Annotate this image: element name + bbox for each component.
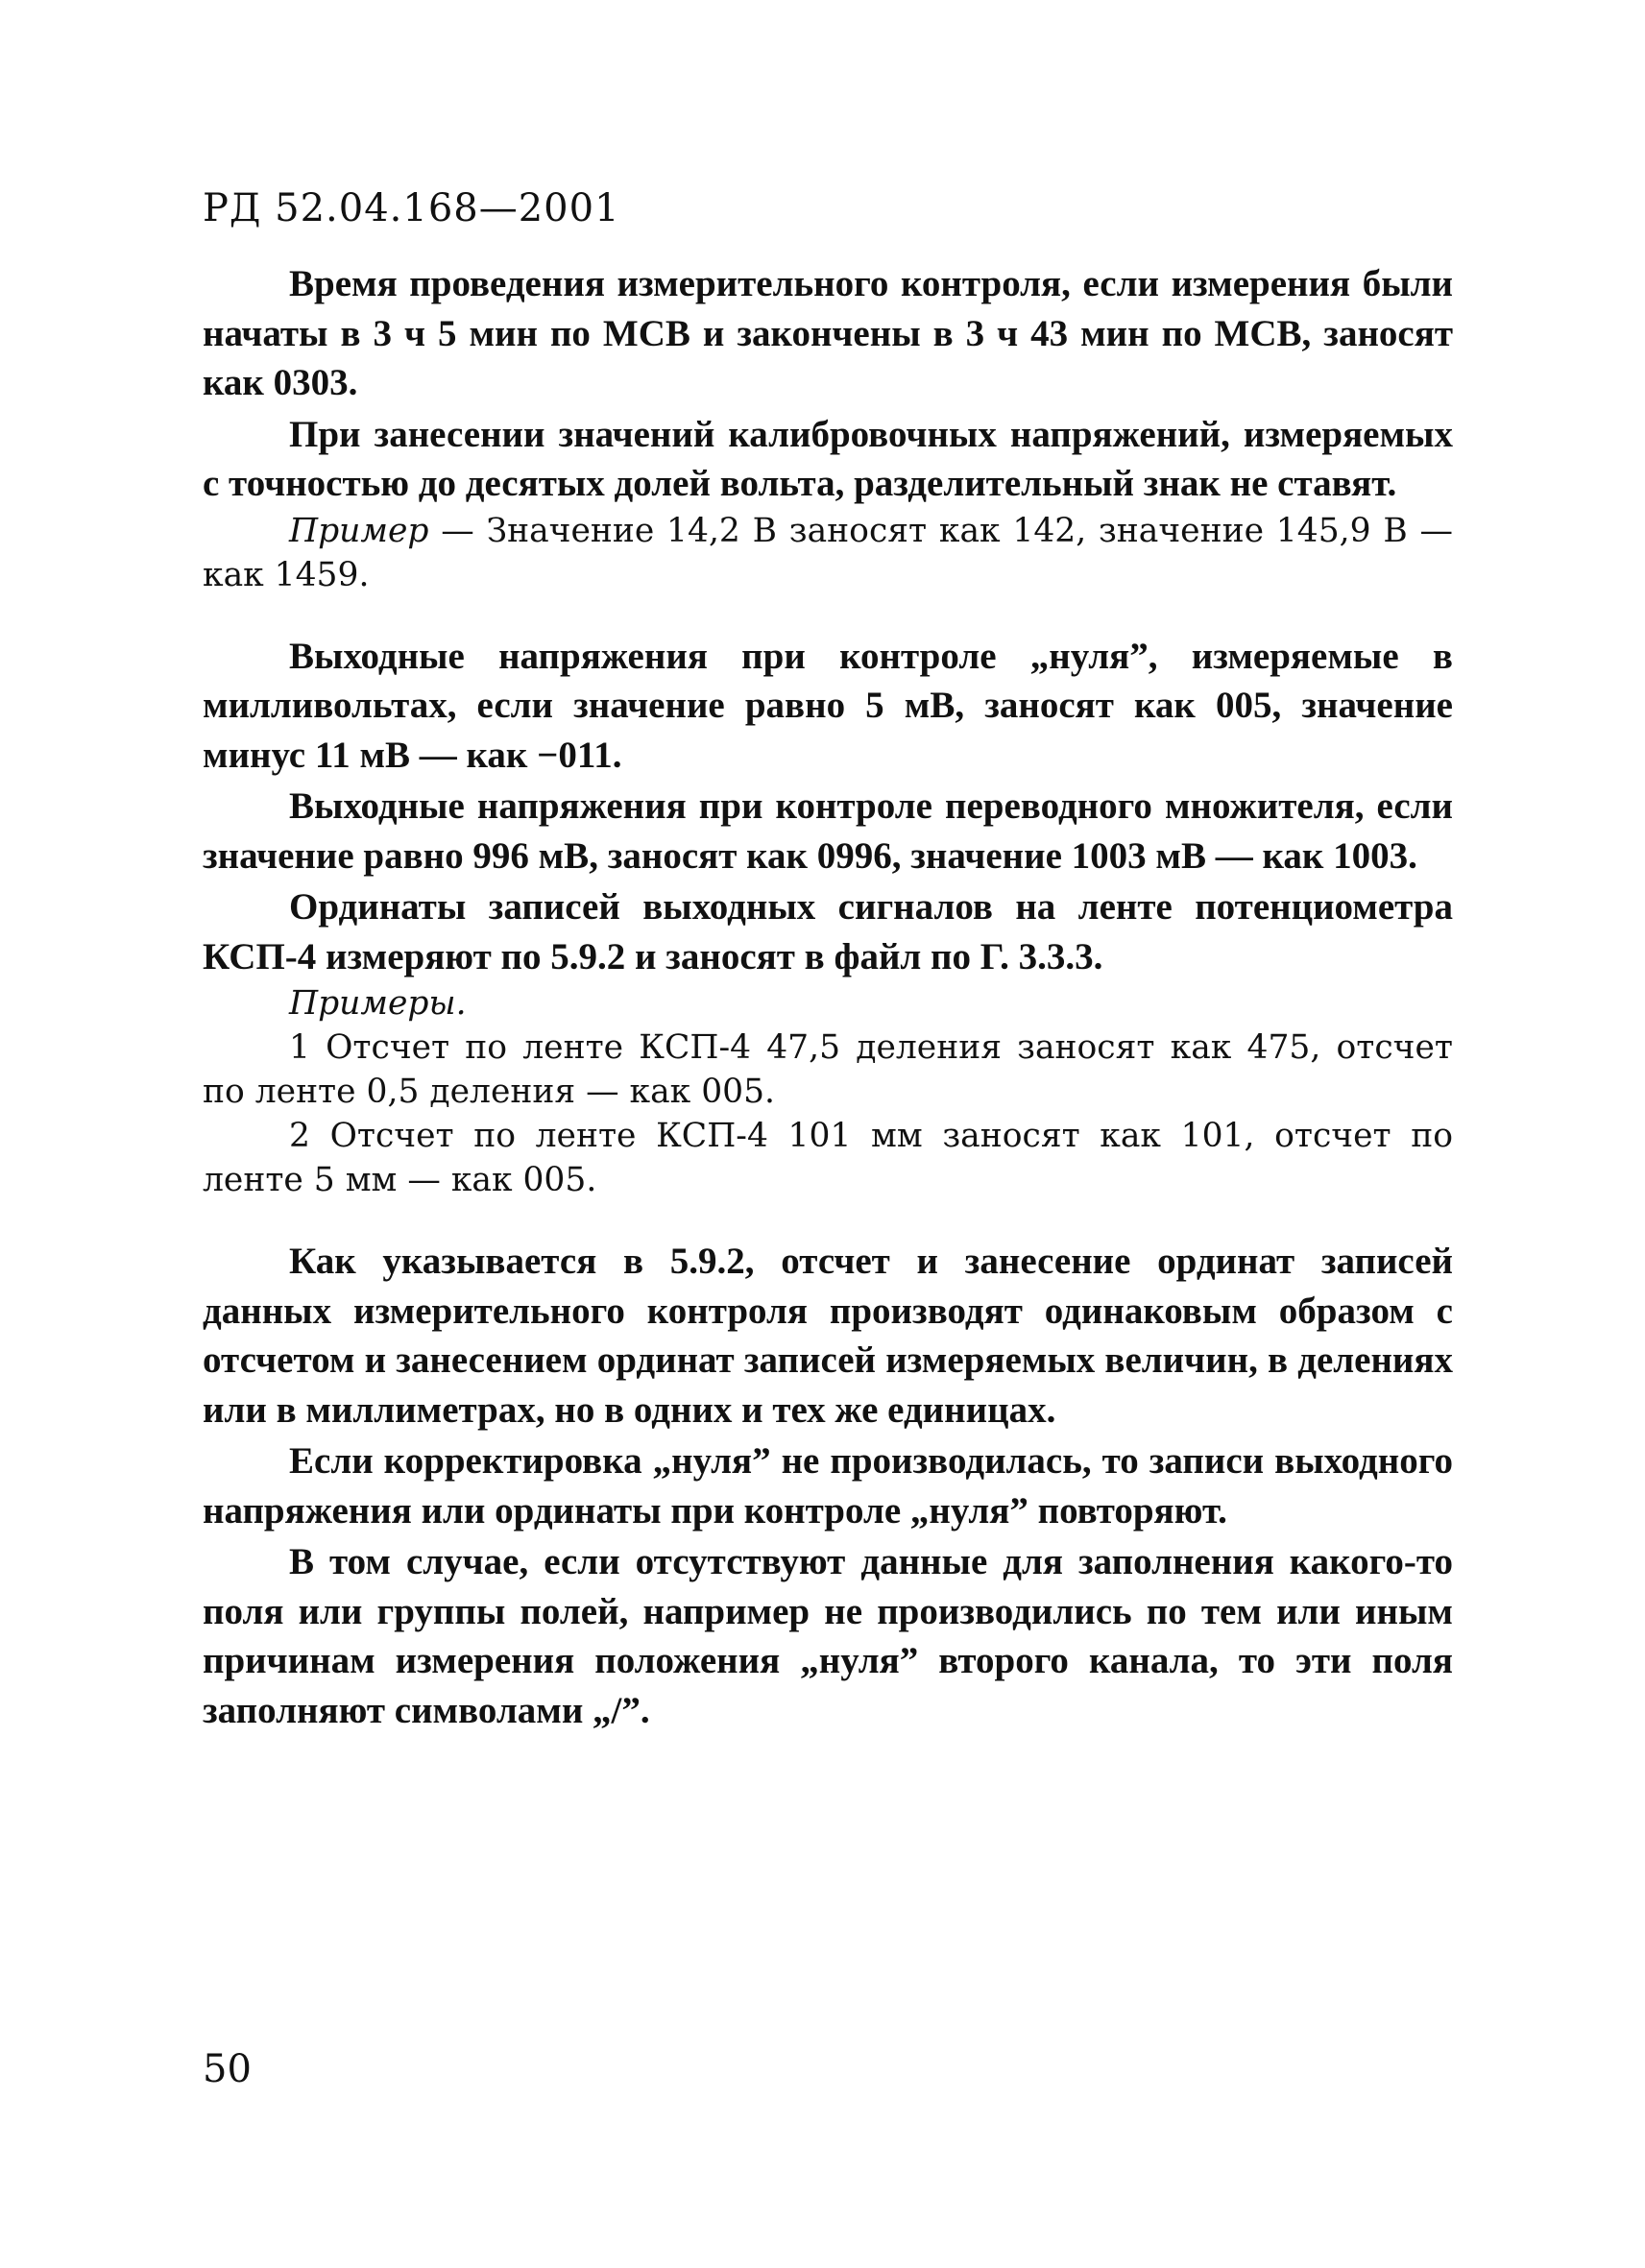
example-block (203, 509, 1453, 597)
example-text: — Значение 14,2 В заносят как 142, значение 145,9 В — как 1459. (203, 511, 1453, 594)
example-label: Пример (289, 511, 429, 550)
paragraph-multiplier-control: Выходные напряжения при контроле переводного множителя, если значение равно 996 мВ, заносят как 0996, значение 1003 мВ — как 1003. (203, 785, 1453, 877)
example-item-2: 2 Отсчет по ленте КСП-4 101 мм заносят как 101, отсчет по ленте 5 мм — как 005. (203, 1117, 1453, 1199)
paragraph-reading-method: Как указывается в 5.9.2, отсчет и занесение ординат записей данных измерительного контроля производят одинаковым образом с отсчетом и занесением ординат записей измеряемых величин, в делениях или в миллиметрах, но в одних и тех же единицах. (203, 1241, 1453, 1431)
example-item-1: 1 Отсчет по ленте КСП-4 47,5 деления заносят как 475, отсчет по ленте 0,5 деления — как 005. (203, 1028, 1453, 1111)
paragraph-missing-data: В том случае, если отсутствуют данные для заполнения какого-то поля или группы полей, например не производились по тем или иным причинам измерения положения „нуля” второго канала, то эти поля заполняют символами „/”. (203, 1541, 1453, 1731)
page-number: 50 (203, 2047, 252, 2091)
paragraph-control-time: Время проведения измерительного контроля, если измерения были начаты в 3 ч 5 мин по МСВ и закончены в 3 ч 43 мин по МСВ, заносят как 0303. (203, 263, 1453, 403)
paragraph-ordinates: Ординаты записей выходных сигналов на ленте потенциометра КСП-4 измеряют по 5.9.2 и заносят в файл по Г. 3.3.3. (203, 886, 1453, 977)
document-header: РД 52.04.168—2001 (203, 186, 620, 230)
document-body (203, 259, 1453, 1735)
paragraph-zero-correction: Если корректировка „нуля” не производилась, то записи выходного напряжения или ординаты при контроле „нуля” повторяют. (203, 1440, 1453, 1532)
paragraph-calibration-voltage: При занесении значений калибровочных напряжений, измеряемых с точностью до десятых долей вольта, разделительный знак не ставят. (203, 413, 1453, 504)
examples-title: Примеры. (289, 984, 467, 1023)
paragraph-zero-control: Выходные напряжения при контроле „нуля”, измеряемые в милливольтах, если значение равно 5 мВ, заносят как 005, значение минус 11 мВ — как −011. (203, 635, 1453, 776)
